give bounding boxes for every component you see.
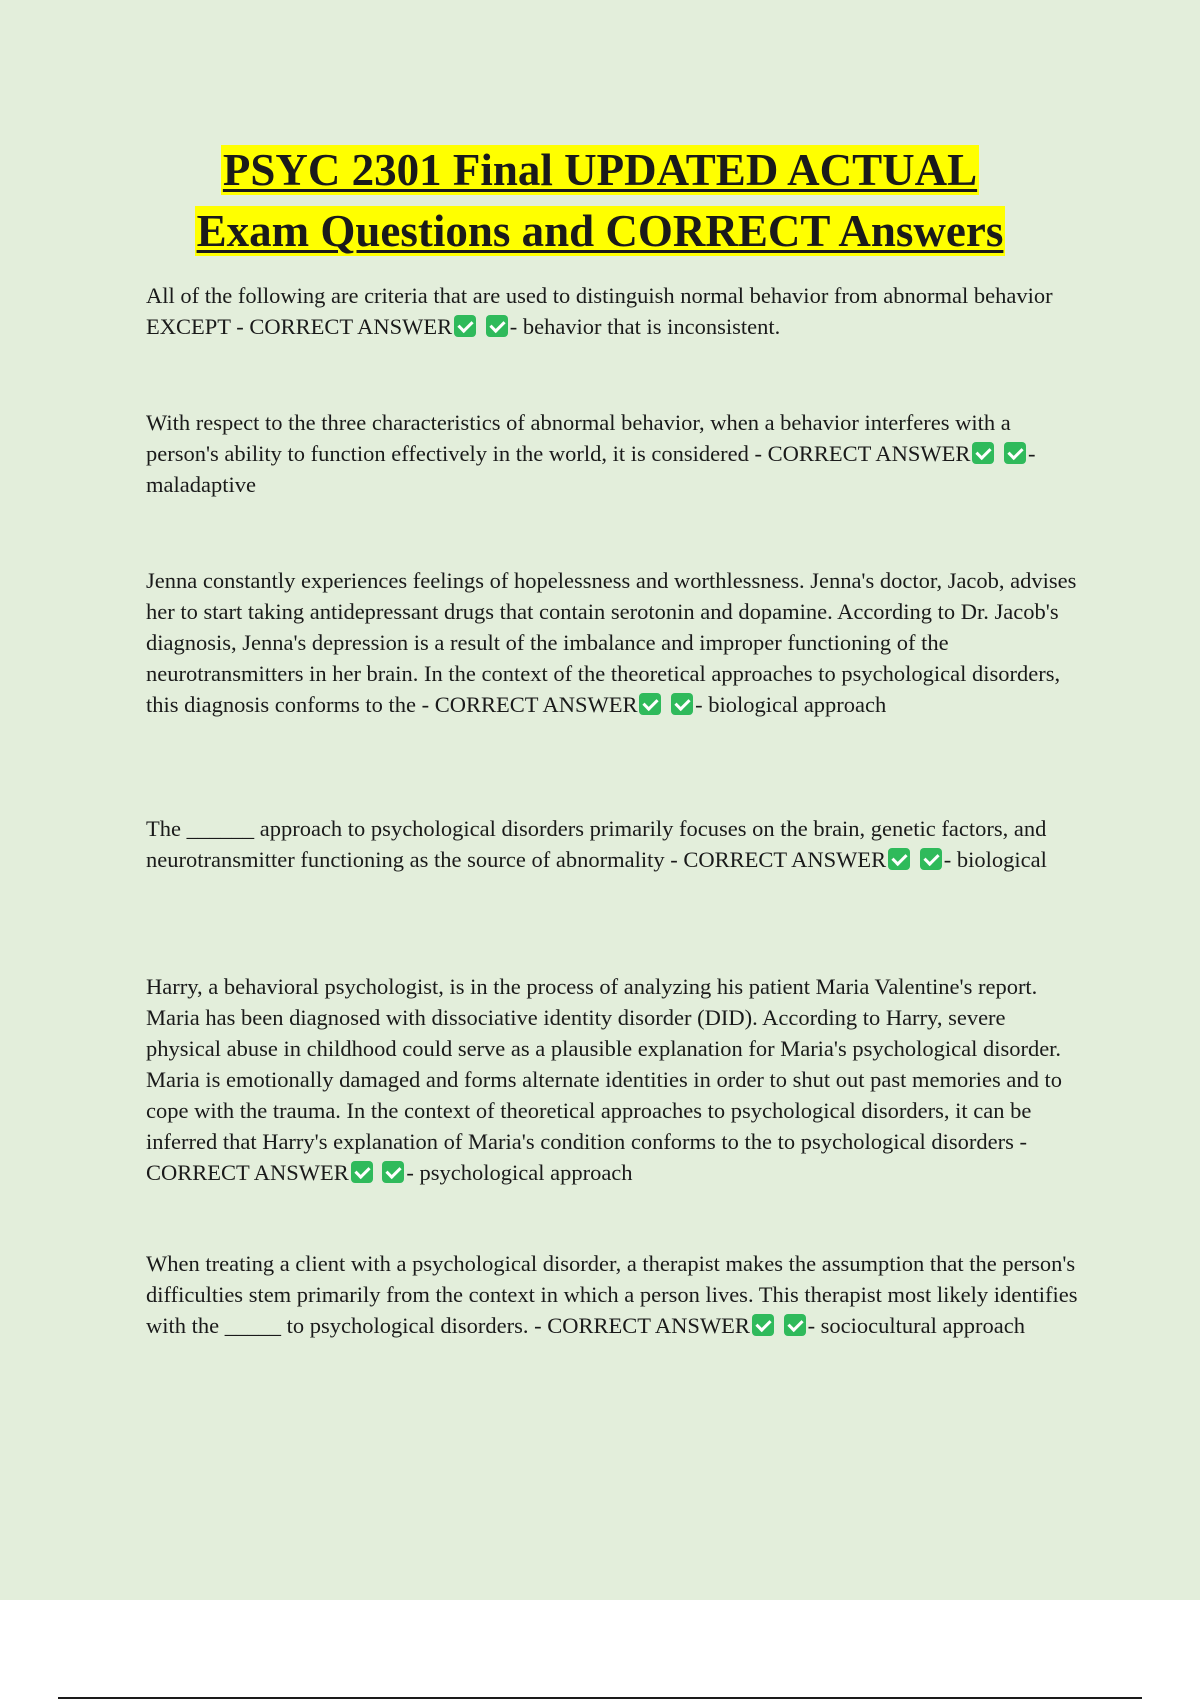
answer-text: - sociocultural approach	[807, 1313, 1025, 1338]
check-mark-button-icon	[671, 693, 693, 715]
check-mark-button-icon	[1004, 442, 1026, 464]
check-mark-button-icon	[639, 693, 661, 715]
answer-text: - psychological approach	[406, 1160, 633, 1185]
answer-text: - behavior that is inconsistent.	[509, 314, 781, 339]
answer-text: - biological approach	[695, 692, 887, 717]
check-mark-button-icon	[888, 848, 910, 870]
question-text: All of the following are criteria that are used to distinguish normal behavior from abnormal behavior EXCEPT - CORRECT ANSWER	[146, 283, 1053, 339]
question-text: Jenna constantly experiences feelings of hopelessness and worthlessness. Jenna's doctor, Jacob, advises her to start taking antidepressant drugs that contain serotonin and dopamine. According to Dr. Jacob's diagnosis, Jenna's depression is a result of the imbalance and improper functioning of the neurotransmitters in her brain. In the context of the theoretical approaches to psychological disorders, this diagnosis conforms to the - CORRECT ANSWER	[146, 568, 1077, 717]
check-mark-button-icon	[486, 315, 508, 337]
check-mark-button-icon	[752, 1314, 774, 1336]
check-mark-button-icon	[382, 1161, 404, 1183]
question-answer-item	[146, 280, 1086, 342]
answer-text: - maladaptive	[146, 441, 1036, 497]
question-text: Harry, a behavioral psychologist, is in the process of analyzing his patient Maria Valentine's report. Maria has been diagnosed with dissociative identity disorder (DID). According to Harry, severe physical abuse in childhood could serve as a plausible explanation for Maria's psychological disorder. Maria is emotionally damaged and forms alternate identities in order to shut out past memories and to cope with the trauma. In the context of theoretical approaches to psychological disorders, it can be inferred that Harry's explanation of Maria's condition conforms to the to psychological disorders - CORRECT ANSWER	[146, 974, 1063, 1185]
check-mark-button-icon	[972, 442, 994, 464]
check-mark-button-icon	[351, 1161, 373, 1183]
question-answer-item	[146, 813, 1086, 875]
question-answer-item	[146, 407, 1086, 500]
check-mark-button-icon	[454, 315, 476, 337]
question-text: With respect to the three characteristics of abnormal behavior, when a behavior interferes with a person's ability to function effectively in the world, it is considered - CORRECT ANSWER	[146, 410, 1011, 466]
question-answer-item	[146, 565, 1086, 720]
document-title	[0, 140, 1200, 262]
question-answer-item	[146, 971, 1086, 1188]
question-text: The ______ approach to psychological disorders primarily focuses on the brain, genetic factors, and neurotransmitter functioning as the source of abnormality - CORRECT ANSWER	[146, 816, 1047, 872]
answer-text: - biological	[943, 847, 1047, 872]
title-line-2: Exam Questions and CORRECT Answers	[196, 206, 1004, 256]
check-mark-button-icon	[784, 1314, 806, 1336]
check-mark-button-icon	[920, 848, 942, 870]
question-answer-item	[146, 1248, 1086, 1341]
page-divider	[58, 1697, 1142, 1699]
question-text: When treating a client with a psychological disorder, a therapist makes the assumption that the person's difficulties stem primarily from the context in which a person lives. This therapist most likely identifies with the _____ to psychological disorders. - CORRECT ANSWER	[146, 1251, 1078, 1338]
title-line-1: PSYC 2301 Final UPDATED ACTUAL	[222, 145, 978, 195]
